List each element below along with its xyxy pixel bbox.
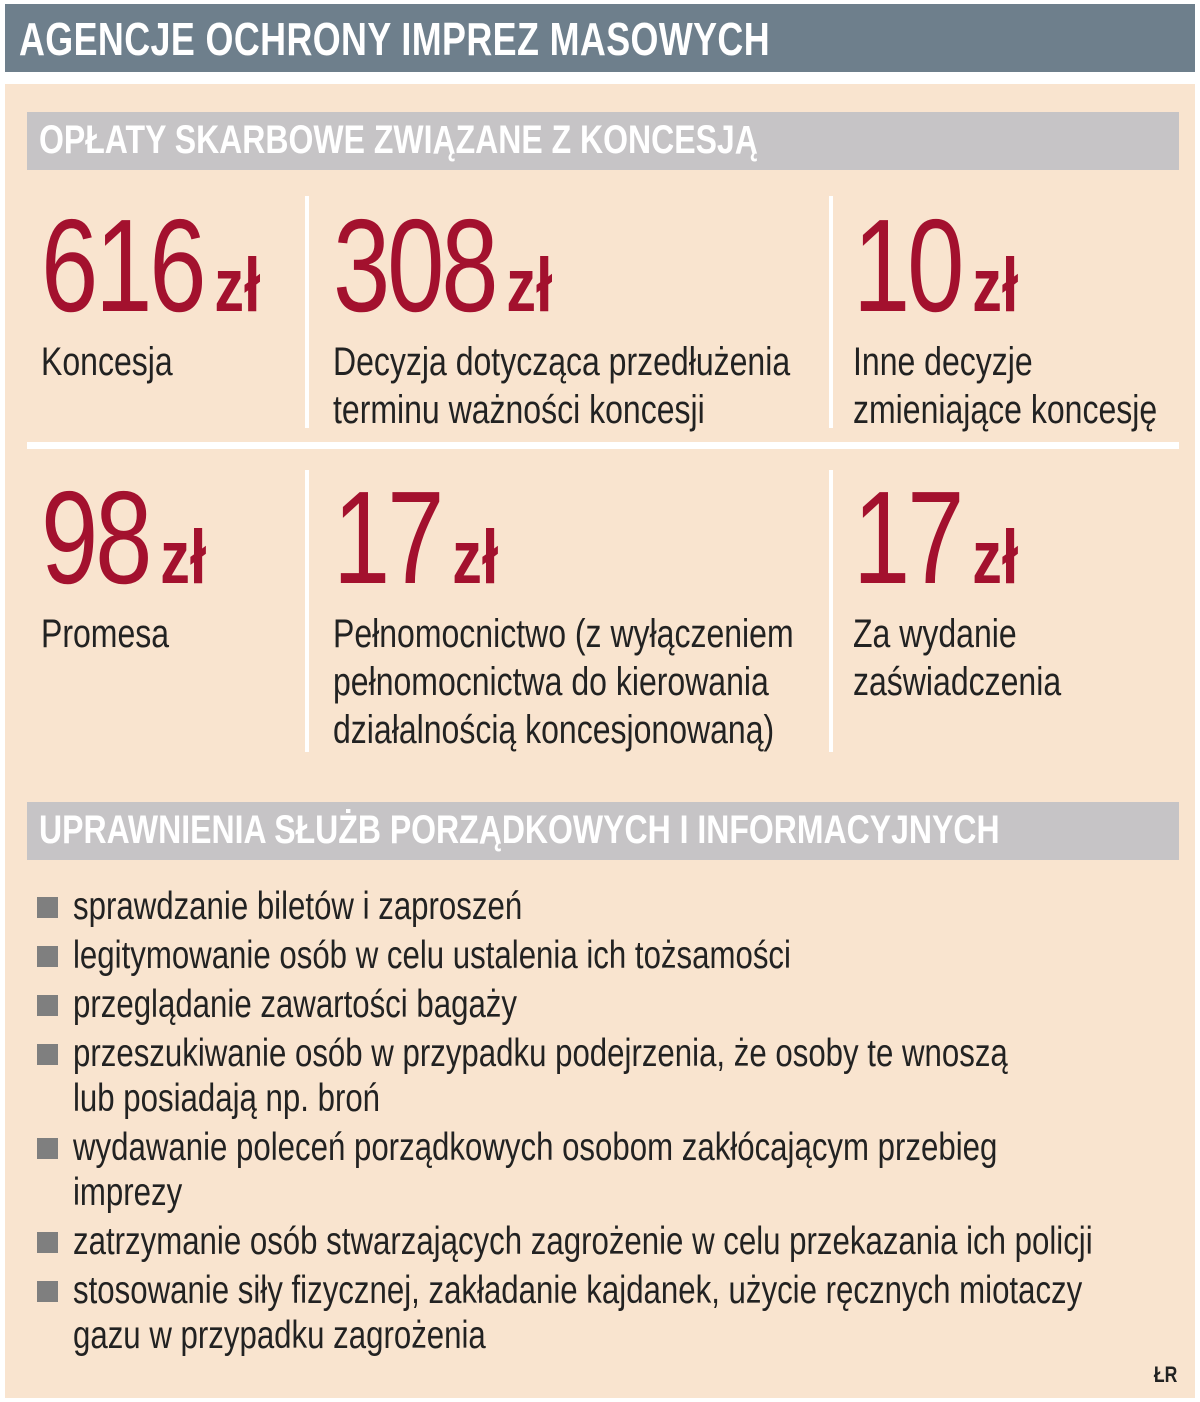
list-item: przeszukiwanie osób w przypadku podejrzenia, że osoby te wnoszą lub posiadają np. broń bbox=[37, 1031, 1187, 1121]
infographic-panel bbox=[5, 84, 1195, 1398]
fee-label: Koncesja bbox=[41, 340, 173, 384]
column-divider bbox=[829, 196, 833, 428]
fees-section-header bbox=[27, 112, 1179, 170]
square-bullet-icon bbox=[37, 1044, 58, 1065]
fee-label: Za wydanie zaświadczenia bbox=[853, 612, 1062, 704]
fee-amount: 10 zł bbox=[853, 192, 1019, 339]
column-divider bbox=[305, 196, 309, 428]
list-item: wydawanie poleceń porządkowych osobom zakłócającym przebieg imprezy bbox=[37, 1125, 1187, 1215]
page-title: AGENCJE OCHRONY IMPREZ MASOWYCH bbox=[19, 13, 771, 65]
list-item: stosowanie siły fizycznej, zakładanie kajdanek, użycie ręcznych miotaczy gazu w przypadku zagrożenia bbox=[37, 1268, 1187, 1358]
author-credit: ŁR bbox=[1153, 1362, 1177, 1387]
square-bullet-icon bbox=[37, 1281, 58, 1302]
fee-amount: 616 zł bbox=[41, 192, 261, 339]
list-item: zatrzymanie osób stwarzających zagrożenie w celu przekazania ich policji bbox=[37, 1219, 1187, 1264]
fee-amount: 98 zł bbox=[41, 464, 207, 611]
row-divider bbox=[27, 442, 1179, 449]
powers-list bbox=[37, 884, 1187, 1362]
square-bullet-icon bbox=[37, 1232, 58, 1253]
fee-amount: 17 zł bbox=[333, 464, 499, 611]
powers-section-header bbox=[27, 802, 1179, 860]
fees-section-title: OPŁATY SKARBOWE ZWIĄZANE Z KONCESJĄ bbox=[39, 118, 758, 162]
fee-label: Promesa bbox=[41, 612, 170, 656]
column-divider bbox=[829, 470, 833, 752]
square-bullet-icon bbox=[37, 897, 58, 918]
fee-label: Pełnomocnictwo (z wyłączeniem pełnomocnictwa do kierowania działalnością koncesjonowaną) bbox=[333, 612, 794, 752]
powers-section-title: UPRAWNIENIA SŁUŻB PORZĄDKOWYCH I INFORMACYJNYCH bbox=[39, 808, 1000, 852]
fee-amount: 308 zł bbox=[333, 192, 553, 339]
fee-label: Decyzja dotycząca przedłużenia terminu ważności koncesji bbox=[333, 340, 791, 432]
title-bar bbox=[5, 4, 1195, 72]
list-item: legitymowanie osób w celu ustalenia ich tożsamości bbox=[37, 933, 1187, 978]
list-item: sprawdzanie biletów i zaproszeń bbox=[37, 884, 1187, 929]
square-bullet-icon bbox=[37, 946, 58, 967]
column-divider bbox=[305, 470, 309, 752]
fee-label: Inne decyzje zmieniające koncesję bbox=[853, 340, 1158, 432]
square-bullet-icon bbox=[37, 995, 58, 1016]
square-bullet-icon bbox=[37, 1138, 58, 1159]
fee-amount: 17 zł bbox=[853, 464, 1019, 611]
list-item: przeglądanie zawartości bagaży bbox=[37, 982, 1187, 1027]
